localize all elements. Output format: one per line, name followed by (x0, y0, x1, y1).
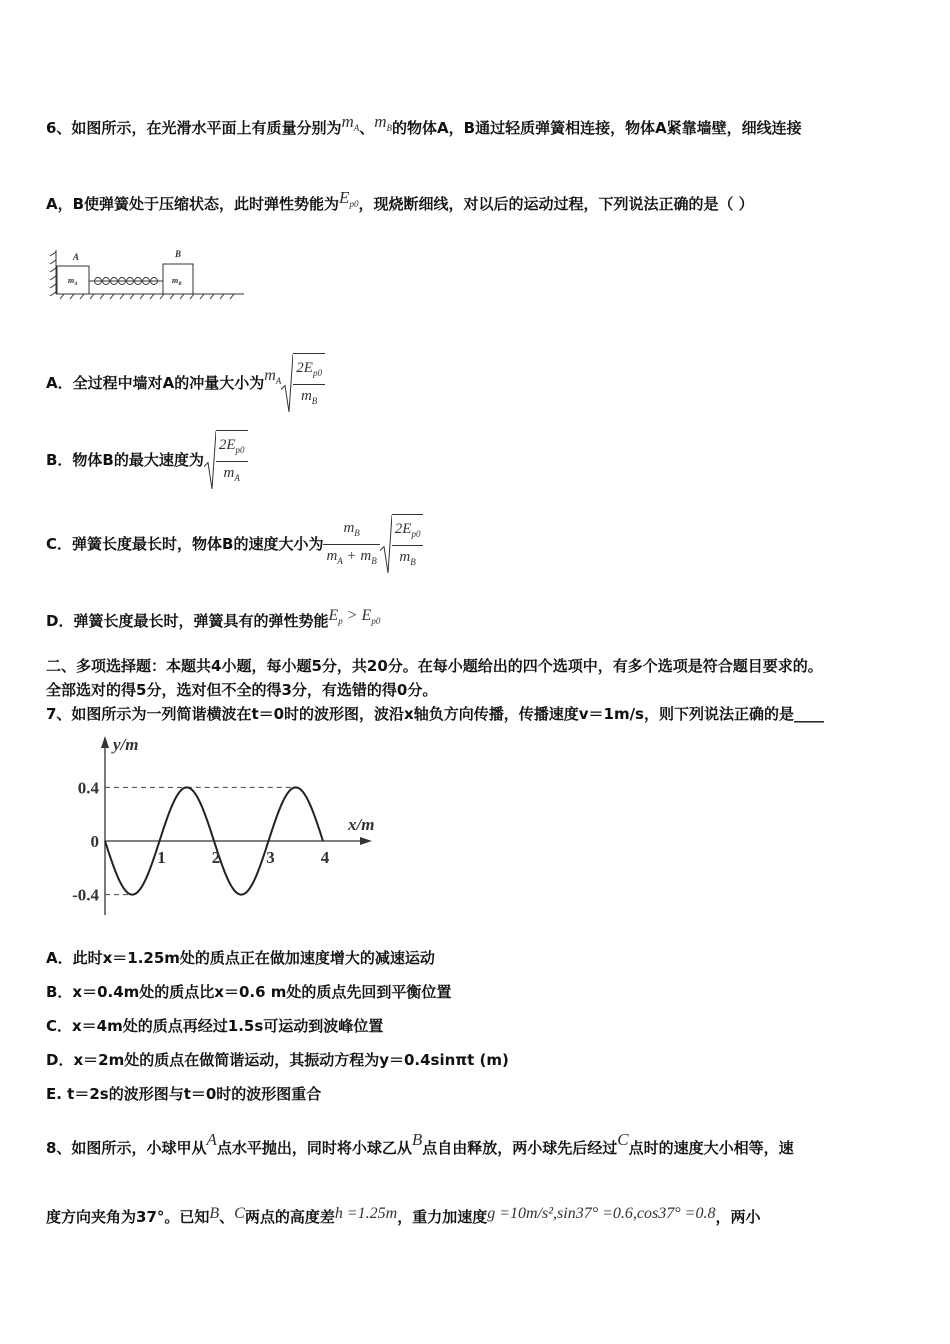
q7-option-b: B．x＝0.4m处的质点比x＝0.6 m处的质点先回到平衡位置 (46, 983, 452, 1001)
q6-spring-figure (46, 244, 251, 300)
q7-option-e: E. t＝2s的波形图与t＝0时的波形图重合 (46, 1085, 322, 1103)
q7-option-c: C．x＝4m处的质点再经过1.5s可运动到波峰位置 (46, 1017, 384, 1035)
sqrt-c: $\frac{2E_{p0}}{m_B}$ (380, 514, 424, 575)
section2-line1: 二、多项选择题：本题共4小题，每小题5分，共20分。在每小题给出的四个选项中，有多个选项是符合题目要求的。 (46, 657, 823, 675)
mass-b-label: $m_B$ (172, 276, 182, 287)
wall (50, 250, 56, 296)
y-tick-label: 0.4 (77, 778, 99, 798)
mass-a-label: $m_A$ (68, 276, 78, 287)
q6-stem-line1: 6、如图所示，在光滑水平面上有质量分别为$m_A$、$m_B$的物体A，B通过轻质弹簧相连接，物体A紧靠墙壁，细线连接 (46, 112, 802, 137)
q7-wave-chart (60, 730, 390, 930)
q7-option-d: D．x＝2m处的质点在做简谐运动，其振动方程为y＝0.4sinπt (m) (46, 1051, 509, 1069)
frac-c: $\frac{m_B}{m_A + m_B}$ (323, 517, 379, 572)
x-tick-label: 2 (211, 848, 221, 867)
q7-stem: 7、如图所示为一列简谐横波在t＝0时的波形图，波沿x轴负方向传播，传播速度v＝1m/s，则下列说法正确的是____ (46, 705, 824, 723)
x-tick-label: 1 (157, 848, 166, 867)
x-axis-label: x/m (348, 815, 375, 834)
y-axis-label: y/m (113, 735, 139, 754)
spring (89, 278, 163, 285)
x-tick-label: 3 (266, 848, 275, 867)
q6-option-b: B．物体B的最大速度为 $\frac{2E_{p0}}{m_A}$ (46, 430, 248, 491)
q8-stem-line1: 8、如图所示，小球甲从A点水平抛出，同时将小球乙从B点自由释放，两小球先后经过C点时的速度大小相等，速 (46, 1130, 794, 1157)
label-b: B (175, 249, 182, 259)
q6-stem-line2: A，B使弹簧处于压缩状态，此时弹性势能为$E_{p0}$，现烧断细线，对以后的运动过程，下列说法正确的是（ ） (46, 188, 754, 213)
ground (56, 294, 244, 299)
x-axis-arrow (360, 837, 372, 845)
label-a: A (73, 252, 80, 262)
q6-option-a: A．全过程中墙对A的冲量大小为$m_A$ $\frac{2E_{p0}}{m_B}$ (46, 346, 325, 414)
section2-line2: 全部选对的得5分，选对但不全的得3分，有选错的得0分。 (46, 681, 438, 699)
x-tick-label: 4 (320, 848, 330, 867)
y-tick-label: -0.4 (72, 885, 99, 905)
q8-stem-line2: 度方向夹角为37°。已知B、C两点的高度差h =1.25m，重力加速度g =10m/s²,sin37° =0.6,cos37° =0.8，两小 (46, 1205, 761, 1226)
y-tick-label: 0 (90, 832, 99, 851)
y-axis-arrow (101, 736, 109, 748)
sqrt-a: $\frac{2E_{p0}}{m_B}$ (281, 353, 325, 414)
q6-option-d: D．弹簧长度最长时，弹簧具有的弹性势能$E_p > E_{p0}$ (46, 607, 381, 630)
sqrt-b: $\frac{2E_{p0}}{m_A}$ (204, 430, 248, 491)
q6-option-c: C．弹簧长度最长时，物体B的速度大小为 $\frac{m_B}{m_A + m_B}$ $\frac{2E_{p0}}{m_B}$ (46, 514, 423, 575)
q7-option-a: A．此时x＝1.25m处的质点正在做加速度增大的减速运动 (46, 949, 435, 967)
